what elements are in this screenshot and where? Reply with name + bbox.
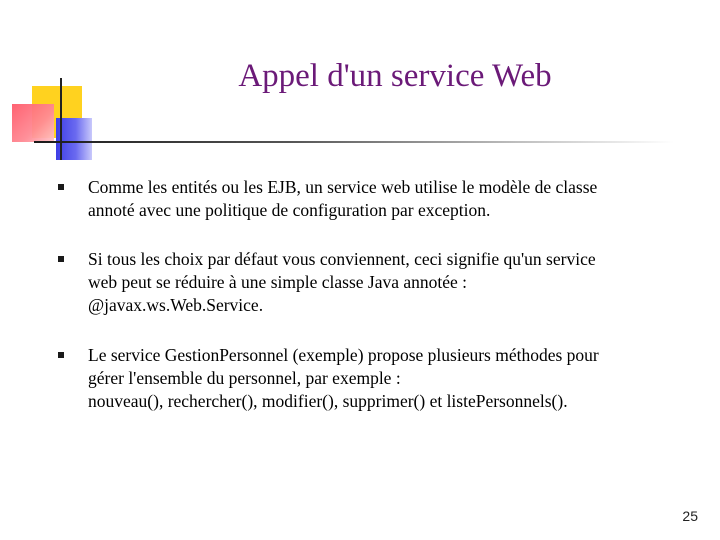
square-bullet-icon: [58, 184, 64, 190]
square-bullet-icon: [58, 352, 64, 358]
page-number: 25: [682, 508, 698, 524]
title-underline-rule: [34, 141, 674, 143]
bullet-text: Si tous les choix par défaut vous conviennent, ceci signifie qu'un service web peut se réduire à une simple classe Java annotée : @javax.ws.Web.Service.: [88, 249, 596, 315]
bullet-text: Comme les entités ou les EJB, un service web utilise le modèle de classe annoté avec une politique de configuration par exception.: [88, 177, 598, 220]
red-square-decoration: [12, 104, 54, 142]
square-bullet-icon: [58, 256, 64, 262]
slide-title: Appel d'un service Web: [238, 58, 552, 94]
bullet-text: Le service GestionPersonnel (exemple) propose plusieurs méthodes pour gérer l'ensemble du personnel, par exemple : nouveau(), rechercher(), modifier(), supprimer() et listePersonnels().: [88, 345, 599, 411]
